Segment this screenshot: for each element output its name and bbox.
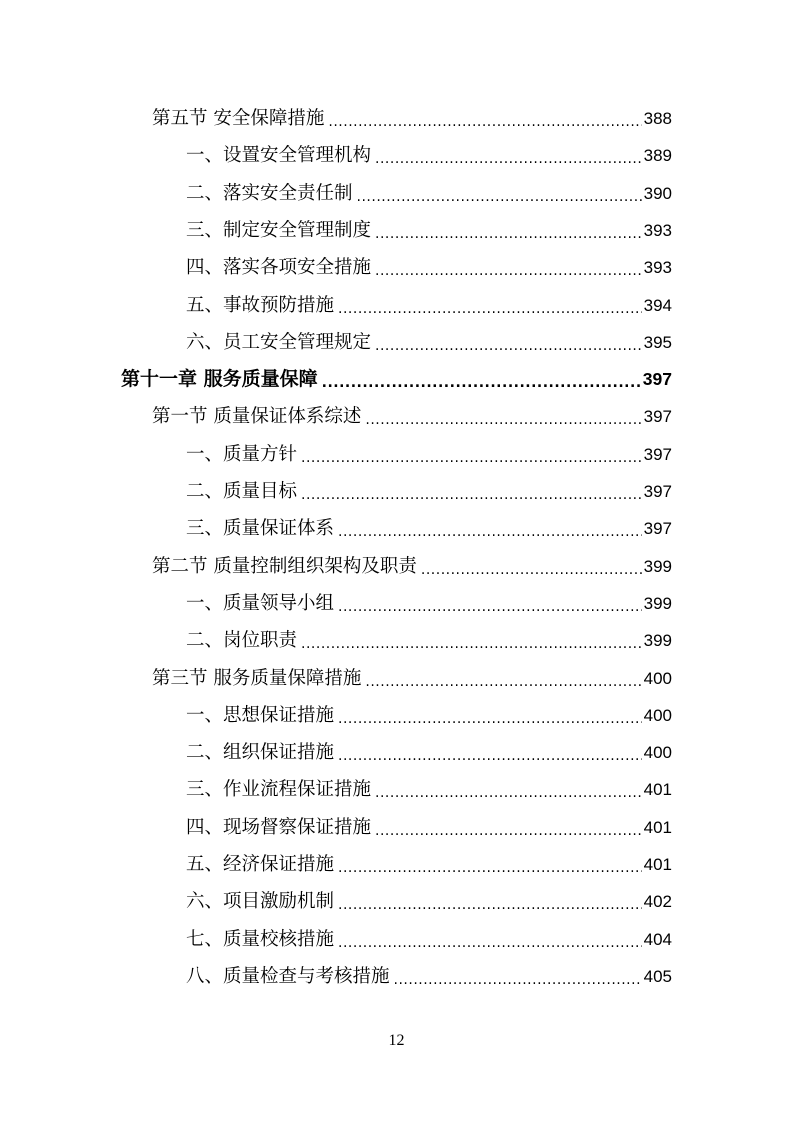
toc-entry-label: 七、质量校核措施 <box>186 929 335 950</box>
toc-entry-page: 397 <box>643 407 672 426</box>
toc-dot-leader <box>338 510 642 547</box>
toc-entry-label: 三、作业流程保证措施 <box>186 779 372 800</box>
toc-dot-leader <box>421 548 642 585</box>
toc-entry-page: 390 <box>643 184 672 203</box>
toc-entry[interactable] <box>121 361 672 398</box>
toc-dot-leader <box>375 249 642 286</box>
toc-dot-leader <box>365 398 641 435</box>
toc-entry-label: 一、设置安全管理机构 <box>186 145 372 166</box>
toc-dot-leader <box>322 361 641 398</box>
toc-entry[interactable] <box>186 510 672 547</box>
toc-entry-label: 五、事故预防措施 <box>186 295 335 316</box>
toc-entry[interactable] <box>186 175 672 212</box>
toc-dot-leader <box>301 622 642 659</box>
toc-entry-label: 第二节 质量控制组织架构及职责 <box>152 556 417 577</box>
toc-entry-label: 三、质量保证体系 <box>186 518 335 539</box>
toc-entry-page: 397 <box>643 519 672 538</box>
toc-entry-label: 二、落实安全责任制 <box>186 183 353 204</box>
toc-entry[interactable] <box>186 921 672 958</box>
toc-entry-page: 394 <box>643 296 672 315</box>
toc-entry-label: 第五节 安全保障措施 <box>152 108 325 129</box>
toc-entry[interactable] <box>186 137 672 174</box>
toc-entry-label: 三、制定安全管理制度 <box>186 220 372 241</box>
toc-entry-page: 402 <box>643 892 672 911</box>
toc-entry-label: 八、质量检查与考核措施 <box>186 966 390 987</box>
toc-entry-page: 397 <box>643 445 672 464</box>
toc-entry-label: 六、项目激励机制 <box>186 891 335 912</box>
toc-entry-label: 四、落实各项安全措施 <box>186 257 372 278</box>
toc-entry-page: 399 <box>643 631 672 650</box>
toc-dot-leader <box>338 734 642 771</box>
toc-entry-page: 400 <box>643 743 672 762</box>
toc-dot-leader <box>365 660 641 697</box>
toc-entry[interactable] <box>186 883 672 920</box>
toc-entry-page: 405 <box>643 967 672 986</box>
toc-entry-page: 393 <box>643 258 672 277</box>
toc-dot-leader <box>301 436 642 473</box>
toc-dot-leader <box>375 212 642 249</box>
toc-dot-leader <box>375 809 642 846</box>
toc-entry[interactable] <box>186 846 672 883</box>
toc-entry-page: 404 <box>643 930 672 949</box>
toc-entry[interactable] <box>186 287 672 324</box>
toc-entry-label: 六、员工安全管理规定 <box>186 332 372 353</box>
toc-entry-label: 第三节 服务质量保障措施 <box>152 668 362 689</box>
toc-dot-leader <box>375 137 642 174</box>
toc-entry[interactable] <box>186 585 672 622</box>
toc-entry-label: 五、经济保证措施 <box>186 854 335 875</box>
toc-entry[interactable] <box>186 771 672 808</box>
toc-dot-leader <box>338 287 642 324</box>
toc-entry-page: 389 <box>643 146 672 165</box>
toc-entry[interactable] <box>186 809 672 846</box>
toc-entry-label: 二、岗位职责 <box>186 630 298 651</box>
toc-entry-page: 388 <box>643 109 672 128</box>
toc-entry-label: 一、质量方针 <box>186 444 298 465</box>
toc-entry[interactable] <box>152 398 672 435</box>
toc-entry[interactable] <box>186 734 672 771</box>
toc-entry[interactable] <box>186 622 672 659</box>
toc-entry[interactable] <box>152 100 672 137</box>
toc-entry-label: 第十一章 服务质量保障 <box>121 368 318 390</box>
toc-entry-page: 401 <box>643 818 672 837</box>
toc-dot-leader <box>328 100 641 137</box>
toc-entry-label: 四、现场督察保证措施 <box>186 817 372 838</box>
toc-entry-label: 第一节 质量保证体系综述 <box>152 406 362 427</box>
toc-entry-page: 397 <box>642 369 672 389</box>
page-number: 12 <box>388 1032 405 1049</box>
toc-entry-page: 401 <box>643 855 672 874</box>
toc-entry[interactable] <box>186 436 672 473</box>
toc-dot-leader <box>375 324 642 361</box>
toc-entry[interactable] <box>186 697 672 734</box>
toc-entry[interactable] <box>186 212 672 249</box>
toc-dot-leader <box>338 883 642 920</box>
toc-entry-page: 400 <box>643 706 672 725</box>
toc-entry[interactable] <box>186 324 672 361</box>
toc-entry[interactable] <box>152 548 672 585</box>
toc-entry-label: 二、组织保证措施 <box>186 742 335 763</box>
toc-entry-label: 二、质量目标 <box>186 481 298 502</box>
toc-entry[interactable] <box>186 249 672 286</box>
toc-entry[interactable] <box>186 473 672 510</box>
toc-dot-leader <box>338 846 642 883</box>
toc-entry-page: 397 <box>643 482 672 501</box>
toc-entry-page: 393 <box>643 221 672 240</box>
toc-entry-page: 400 <box>643 669 672 688</box>
toc-dot-leader <box>357 175 642 212</box>
toc-entry-page: 399 <box>643 557 672 576</box>
toc-entry-label: 一、质量领导小组 <box>186 593 335 614</box>
toc-entry[interactable] <box>152 660 672 697</box>
toc-entry[interactable] <box>186 958 672 995</box>
toc-entry-page: 401 <box>643 780 672 799</box>
toc-entry-label: 一、思想保证措施 <box>186 705 335 726</box>
toc-dot-leader <box>301 473 642 510</box>
toc-dot-leader <box>338 921 642 958</box>
toc-entry-page: 399 <box>643 594 672 613</box>
toc-dot-leader <box>338 585 642 622</box>
toc-dot-leader <box>338 697 642 734</box>
toc-dot-leader <box>394 958 642 995</box>
toc-entry-page: 395 <box>643 333 672 352</box>
toc-dot-leader <box>375 771 642 808</box>
